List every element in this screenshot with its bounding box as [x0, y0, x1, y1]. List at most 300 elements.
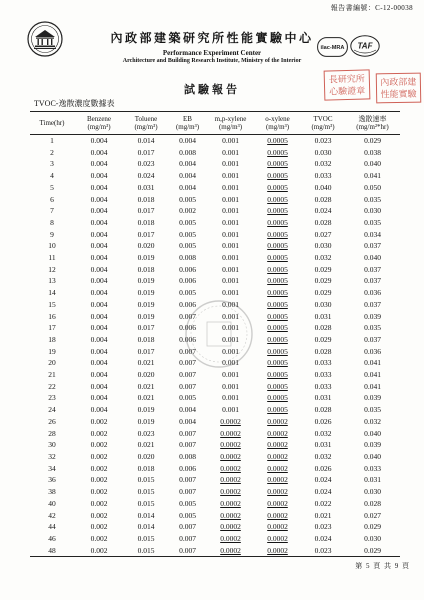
cell-o-xylene: 0.0005: [267, 194, 288, 204]
cell-toluene: 0.018: [137, 463, 155, 473]
institute-title-en: Architecture and Building Research Institute, Ministry of the Interior: [122, 58, 302, 64]
cell-time: 11: [48, 253, 56, 263]
cell-emission-rate: 0.039: [364, 440, 381, 450]
cell-emission-rate: 0.037: [364, 299, 381, 309]
cell-tvoc: 0.024: [314, 487, 332, 497]
cell-emission-rate: 0.040: [364, 428, 381, 438]
cell-toluene: 0.031: [137, 182, 155, 192]
column-header-time: [30, 112, 74, 135]
cell-toluene: 0.018: [137, 217, 155, 227]
cell-tvoc: 0.030: [314, 241, 332, 251]
cell-toluene: 0.017: [137, 346, 155, 356]
cell-tvoc: 0.029: [314, 276, 332, 286]
cell-mp-xylene: 0.001: [222, 346, 239, 356]
column-unit: (mg/m³): [175, 123, 200, 131]
cell-time: 8: [50, 217, 54, 227]
column-header-tvoc: [301, 112, 345, 135]
cell-o-xylene: 0.0005: [267, 171, 288, 181]
cell-o-xylene: 0.0002: [267, 475, 288, 485]
cell-mp-xylene: 0.001: [222, 381, 239, 391]
cell-o-xylene: 0.0005: [267, 311, 288, 321]
cell-benzene: 0.002: [90, 428, 108, 438]
table-row: [30, 428, 400, 440]
cell-mp-xylene: 0.001: [222, 299, 239, 309]
table-row: [30, 217, 400, 229]
table-row: [30, 533, 400, 545]
cell-tvoc: 0.029: [314, 288, 332, 298]
cell-eb: 0.004: [179, 171, 196, 181]
column-unit: (mg/m³): [218, 123, 243, 131]
cell-o-xylene: 0.0002: [267, 428, 288, 438]
column-header-eb: [168, 112, 207, 135]
column-label: EB: [183, 115, 192, 123]
cell-time: 46: [48, 533, 56, 543]
cell-toluene: 0.019: [137, 276, 155, 286]
cell-eb: 0.006: [179, 299, 196, 309]
cell-time: 44: [48, 522, 56, 532]
table-row: [30, 369, 400, 381]
cell-eb: 0.005: [179, 498, 196, 508]
cell-mp-xylene: 0.0002: [220, 428, 241, 438]
cell-o-xylene: 0.0002: [267, 498, 288, 508]
cell-toluene: 0.019: [137, 253, 155, 263]
cell-time: 42: [48, 510, 56, 520]
cell-tvoc: 0.029: [314, 334, 332, 344]
cell-eb: 0.005: [179, 393, 196, 403]
cell-toluene: 0.017: [137, 323, 155, 333]
cell-o-xylene: 0.0005: [267, 136, 288, 145]
cell-time: 14: [48, 288, 56, 298]
column-unit: (mg/m³): [87, 123, 111, 131]
cell-emission-rate: 0.041: [364, 381, 381, 391]
cell-benzene: 0.004: [90, 405, 108, 415]
cell-o-xylene: 0.0005: [267, 405, 288, 415]
cell-emission-rate: 0.029: [364, 522, 381, 532]
cell-tvoc: 0.027: [314, 229, 332, 239]
stamp-line: 內政部建: [380, 76, 417, 88]
cell-tvoc: 0.033: [314, 171, 332, 181]
cell-emission-rate: 0.036: [364, 288, 381, 298]
cell-benzene: 0.004: [90, 299, 108, 309]
report-number: 報告書編號：C-12-00038: [330, 4, 413, 12]
cell-o-xylene: 0.0005: [267, 370, 288, 380]
cell-mp-xylene: 0.0002: [220, 440, 241, 450]
cell-eb: 0.006: [179, 334, 196, 344]
cell-benzene: 0.004: [90, 241, 108, 251]
cell-emission-rate: 0.032: [364, 416, 381, 426]
cell-emission-rate: 0.034: [364, 229, 381, 239]
cell-emission-rate: 0.040: [364, 253, 381, 263]
column-header-benzene: [74, 112, 124, 135]
stamp-line: 長研究所: [328, 73, 365, 85]
cell-o-xylene: 0.0002: [267, 487, 288, 497]
cell-emission-rate: 0.039: [364, 311, 381, 321]
cell-emission-rate: 0.040: [364, 159, 381, 169]
cell-time: 30: [48, 440, 56, 450]
cell-emission-rate: 0.029: [345, 545, 400, 557]
cell-toluene: 0.015: [137, 498, 155, 508]
cell-time: 15: [48, 299, 56, 309]
cell-emission-rate: 0.037: [364, 264, 381, 274]
cell-benzene: 0.004: [90, 276, 108, 286]
column-unit: (mg/m³): [265, 123, 290, 131]
cell-toluene: 0.015: [124, 545, 168, 557]
cell-mp-xylene: 0.001: [222, 206, 239, 216]
cell-time: 16: [48, 311, 56, 321]
cell-eb: 0.006: [179, 463, 196, 473]
cell-time: 22: [48, 381, 56, 391]
cell-tvoc: 0.032: [314, 159, 332, 169]
table-row: [30, 135, 400, 147]
cell-eb: 0.007: [179, 370, 196, 380]
cell-mp-xylene: 0.001: [222, 358, 239, 368]
cell-o-xylene: 0.0002: [267, 510, 288, 520]
cell-toluene: 0.018: [137, 334, 155, 344]
ilac-mra-logo-text: ilac-MRA: [320, 45, 345, 51]
cell-benzene: 0.002: [90, 451, 108, 461]
cell-emission-rate: 0.037: [364, 276, 381, 286]
cell-toluene: 0.023: [137, 428, 155, 438]
cell-mp-xylene: 0.001: [222, 217, 239, 227]
cell-toluene: 0.015: [137, 487, 155, 497]
cell-benzene: 0.004: [90, 358, 108, 368]
table-row: [30, 264, 400, 276]
cell-benzene: 0.002: [90, 463, 108, 473]
cell-benzene: 0.004: [90, 264, 108, 274]
cell-time: 3: [50, 159, 54, 169]
cell-emission-rate: 0.037: [364, 241, 381, 251]
taf-logo-icon: [350, 35, 380, 57]
cell-o-xylene: 0.0005: [267, 346, 288, 356]
cell-emission-rate: 0.035: [364, 194, 381, 204]
cell-o-xylene: 0.0005: [267, 276, 288, 286]
column-label: Benzene: [86, 115, 112, 123]
cell-mp-xylene: 0.001: [222, 136, 239, 145]
cell-emission-rate: 0.041: [364, 358, 381, 368]
cell-tvoc: 0.032: [314, 451, 332, 461]
cell-toluene: 0.015: [137, 533, 155, 543]
cell-eb: 0.005: [179, 241, 196, 251]
cell-mp-xylene: 0.0002: [220, 463, 241, 473]
cell-time: 5: [50, 182, 54, 192]
cell-eb: 0.002: [179, 206, 196, 216]
cell-benzene: 0.002: [90, 475, 108, 485]
cell-tvoc: 0.029: [314, 264, 332, 274]
cell-benzene: 0.004: [90, 171, 108, 181]
column-label: Toluene: [134, 115, 158, 123]
cell-emission-rate: 0.035: [364, 323, 381, 333]
cell-mp-xylene: 0.0002: [220, 475, 241, 485]
cell-emission-rate: 0.038: [364, 147, 381, 157]
cell-o-xylene: 0.0002: [267, 451, 288, 461]
table-row: [30, 463, 400, 475]
cell-tvoc: 0.033: [314, 370, 332, 380]
table-row: [30, 170, 400, 182]
cell-toluene: 0.019: [137, 299, 155, 309]
stamp-line: 心驗證章: [329, 85, 366, 97]
cell-o-xylene: 0.0002: [267, 463, 288, 473]
column-label: m,p-xylene: [214, 115, 247, 123]
table-row: [30, 229, 400, 241]
column-label: o-xylene: [265, 115, 290, 123]
cell-eb: 0.007: [179, 381, 196, 391]
column-label: Time(hr): [39, 119, 65, 127]
cell-time: 26: [48, 416, 56, 426]
table-row: [30, 451, 400, 463]
cell-o-xylene: 0.0005: [267, 393, 288, 403]
cell-time: 34: [48, 463, 56, 473]
cell-tvoc: 0.023: [301, 545, 345, 557]
cell-benzene: 0.002: [90, 498, 108, 508]
cell-emission-rate: 0.036: [364, 346, 381, 356]
cell-mp-xylene: 0.001: [222, 276, 239, 286]
table-row: [30, 381, 400, 393]
cell-emission-rate: 0.030: [364, 487, 381, 497]
cell-emission-rate: 0.039: [364, 393, 381, 403]
cell-o-xylene: 0.0002: [254, 545, 301, 557]
cell-mp-xylene: 0.0002: [220, 522, 241, 532]
cell-benzene: 0.004: [90, 182, 108, 192]
cell-tvoc: 0.023: [314, 136, 332, 145]
cell-toluene: 0.017: [137, 229, 155, 239]
cell-mp-xylene: 0.0002: [220, 487, 241, 497]
cell-mp-xylene: 0.001: [222, 323, 239, 333]
table-row: [30, 158, 400, 170]
cell-benzene: 0.004: [90, 159, 108, 169]
cell-mp-xylene: 0.0002: [220, 498, 241, 508]
cell-toluene: 0.019: [137, 311, 155, 321]
cell-mp-xylene: 0.001: [222, 253, 239, 263]
cell-o-xylene: 0.0002: [267, 440, 288, 450]
cell-mp-xylene: 0.001: [222, 171, 239, 181]
cell-time: 1: [50, 136, 54, 145]
cell-tvoc: 0.031: [314, 393, 332, 403]
cell-o-xylene: 0.0005: [267, 323, 288, 333]
cell-eb: 0.004: [179, 405, 196, 415]
cell-eb: 0.007: [179, 346, 196, 356]
cell-eb: 0.007: [179, 533, 196, 543]
cell-tvoc: 0.031: [314, 440, 332, 450]
cell-emission-rate: 0.027: [364, 510, 381, 520]
cell-mp-xylene: 0.001: [222, 182, 239, 192]
cell-time: 19: [48, 346, 56, 356]
cell-eb: 0.007: [179, 475, 196, 485]
table-row: [30, 474, 400, 486]
cell-toluene: 0.021: [137, 393, 155, 403]
cell-toluene: 0.017: [137, 206, 155, 216]
cell-emission-rate: 0.035: [364, 405, 381, 415]
cell-mp-xylene: 0.001: [222, 370, 239, 380]
cell-toluene: 0.024: [137, 171, 155, 181]
column-label: 逸散速率: [358, 115, 387, 123]
table-row: [30, 392, 400, 404]
cell-mp-xylene: 0.001: [222, 194, 239, 204]
cell-benzene: 0.004: [90, 217, 108, 227]
cell-o-xylene: 0.0005: [267, 241, 288, 251]
cell-toluene: 0.018: [137, 264, 155, 274]
cell-eb: 0.004: [179, 136, 196, 145]
column-unit: (mg/m³): [311, 123, 335, 131]
cell-emission-rate: 0.029: [364, 136, 381, 145]
cell-benzene: 0.004: [90, 229, 108, 239]
table-row: [30, 545, 400, 557]
cell-eb: 0.006: [179, 276, 196, 286]
cell-tvoc: 0.028: [314, 405, 332, 415]
cell-toluene: 0.021: [137, 440, 155, 450]
cell-tvoc: 0.033: [314, 381, 332, 391]
cell-benzene: 0.004: [90, 393, 108, 403]
cell-tvoc: 0.032: [314, 253, 332, 263]
cell-mp-xylene: 0.001: [222, 393, 239, 403]
cell-o-xylene: 0.0005: [267, 159, 288, 169]
cell-tvoc: 0.030: [314, 299, 332, 309]
cell-emission-rate: 0.031: [364, 475, 381, 485]
cell-tvoc: 0.030: [314, 147, 332, 157]
cell-tvoc: 0.028: [314, 194, 332, 204]
cell-tvoc: 0.032: [314, 428, 332, 438]
cell-tvoc: 0.023: [314, 522, 332, 532]
cell-eb: 0.004: [179, 159, 196, 169]
table-row: [30, 486, 400, 498]
cell-toluene: 0.018: [137, 194, 155, 204]
cell-mp-xylene: 0.001: [222, 159, 239, 169]
cell-mp-xylene: 0.0002: [220, 510, 241, 520]
cell-eb: 0.005: [179, 194, 196, 204]
cell-emission-rate: 0.035: [364, 217, 381, 227]
cell-mp-xylene: 0.001: [222, 264, 239, 274]
cell-o-xylene: 0.0005: [267, 253, 288, 263]
cell-o-xylene: 0.0005: [267, 358, 288, 368]
cell-benzene: 0.002: [90, 510, 108, 520]
cell-toluene: 0.021: [137, 358, 155, 368]
cell-tvoc: 0.024: [314, 206, 332, 216]
cell-eb: 0.006: [179, 264, 196, 274]
cell-toluene: 0.015: [137, 475, 155, 485]
cell-time: 40: [48, 498, 56, 508]
cell-time: 48: [30, 545, 74, 557]
cell-eb: 0.004: [179, 416, 196, 426]
column-header-o-xylene: [254, 112, 301, 135]
column-unit: (mg/m²*hr): [356, 123, 389, 131]
cell-tvoc: 0.031: [314, 311, 332, 321]
cell-time: 28: [48, 428, 56, 438]
cell-o-xylene: 0.0002: [267, 533, 288, 543]
cell-toluene: 0.020: [137, 451, 155, 461]
cell-eb: 0.008: [179, 147, 196, 157]
cell-mp-xylene: 0.001: [222, 334, 239, 344]
cell-o-xylene: 0.0005: [267, 288, 288, 298]
table-row: [30, 205, 400, 217]
cell-benzene: 0.004: [90, 334, 108, 344]
cell-mp-xylene: 0.001: [222, 147, 239, 157]
cell-toluene: 0.019: [137, 405, 155, 415]
cell-toluene: 0.021: [137, 381, 155, 391]
cell-benzene: 0.002: [90, 440, 108, 450]
cell-benzene: 0.004: [90, 346, 108, 356]
cell-time: 38: [48, 487, 56, 497]
cell-mp-xylene: 0.001: [222, 288, 239, 298]
cell-mp-xylene: 0.0002: [220, 416, 241, 426]
stamp-line: 性能實驗: [380, 88, 417, 100]
cell-time: 18: [48, 334, 56, 344]
cell-emission-rate: 0.030: [364, 533, 381, 543]
cell-time: 6: [50, 194, 54, 204]
cell-toluene: 0.019: [137, 288, 155, 298]
center-title-en: Performance Experiment Center: [162, 49, 262, 57]
taf-logo-text: TAF: [357, 41, 373, 51]
cell-eb: 0.008: [179, 451, 196, 461]
cell-benzene: 0.002: [74, 545, 124, 557]
cell-tvoc: 0.022: [314, 498, 332, 508]
cell-eb: 0.005: [179, 510, 196, 520]
cell-time: 32: [48, 451, 56, 461]
table-row: [30, 404, 400, 416]
cell-time: 7: [50, 206, 54, 216]
column-header-mp-xylene: [207, 112, 254, 135]
cell-o-xylene: 0.0002: [267, 522, 288, 532]
cell-eb: 0.007: [179, 428, 196, 438]
cell-emission-rate: 0.040: [364, 451, 381, 461]
cell-o-xylene: 0.0005: [267, 182, 288, 192]
red-stamp-2: [376, 73, 422, 104]
cell-o-xylene: 0.0005: [267, 299, 288, 309]
cell-o-xylene: 0.0005: [267, 147, 288, 157]
cell-time: 17: [48, 323, 56, 333]
institute-title-zh: 內政部建築研究所性能實驗中心: [110, 31, 314, 45]
cell-tvoc: 0.024: [314, 533, 332, 543]
cell-eb: 0.007: [179, 440, 196, 450]
cell-o-xylene: 0.0005: [267, 381, 288, 391]
cell-time: 10: [48, 241, 56, 251]
cell-eb: 0.006: [179, 323, 196, 333]
cell-benzene: 0.002: [90, 533, 108, 543]
cell-time: 4: [50, 171, 54, 181]
cell-time: 36: [48, 475, 56, 485]
table-row: [30, 416, 400, 428]
cell-benzene: 0.004: [90, 323, 108, 333]
cell-mp-xylene: 0.0002: [220, 533, 241, 543]
cell-eb: 0.005: [179, 217, 196, 227]
cell-toluene: 0.020: [137, 370, 155, 380]
cell-eb: 0.007: [179, 311, 196, 321]
cell-toluene: 0.017: [137, 147, 155, 157]
cell-toluene: 0.014: [137, 510, 155, 520]
cell-time: 23: [48, 393, 56, 403]
cell-o-xylene: 0.0005: [267, 264, 288, 274]
cell-o-xylene: 0.0005: [267, 229, 288, 239]
cell-tvoc: 0.028: [314, 346, 332, 356]
cell-eb: 0.007: [179, 487, 196, 497]
cell-benzene: 0.002: [90, 522, 108, 532]
cell-mp-xylene: 0.0002: [220, 451, 241, 461]
red-stamp-1: [324, 69, 371, 100]
cell-time: 12: [48, 264, 56, 274]
cell-tvoc: 0.026: [314, 416, 332, 426]
cell-emission-rate: 0.033: [364, 463, 381, 473]
ilac-mra-logo-icon: [317, 37, 348, 57]
cell-emission-rate: 0.037: [364, 334, 381, 344]
cell-benzene: 0.004: [90, 370, 108, 380]
cell-eb: 0.007: [179, 358, 196, 368]
cell-tvoc: 0.021: [314, 510, 332, 520]
table-row: [30, 147, 400, 159]
cell-mp-xylene: 0.001: [222, 241, 239, 251]
cell-emission-rate: 0.050: [364, 182, 381, 192]
cell-mp-xylene: 0.001: [222, 405, 239, 415]
faint-seal-icon: [183, 298, 255, 370]
cell-tvoc: 0.040: [314, 182, 332, 192]
cell-toluene: 0.014: [137, 136, 155, 145]
